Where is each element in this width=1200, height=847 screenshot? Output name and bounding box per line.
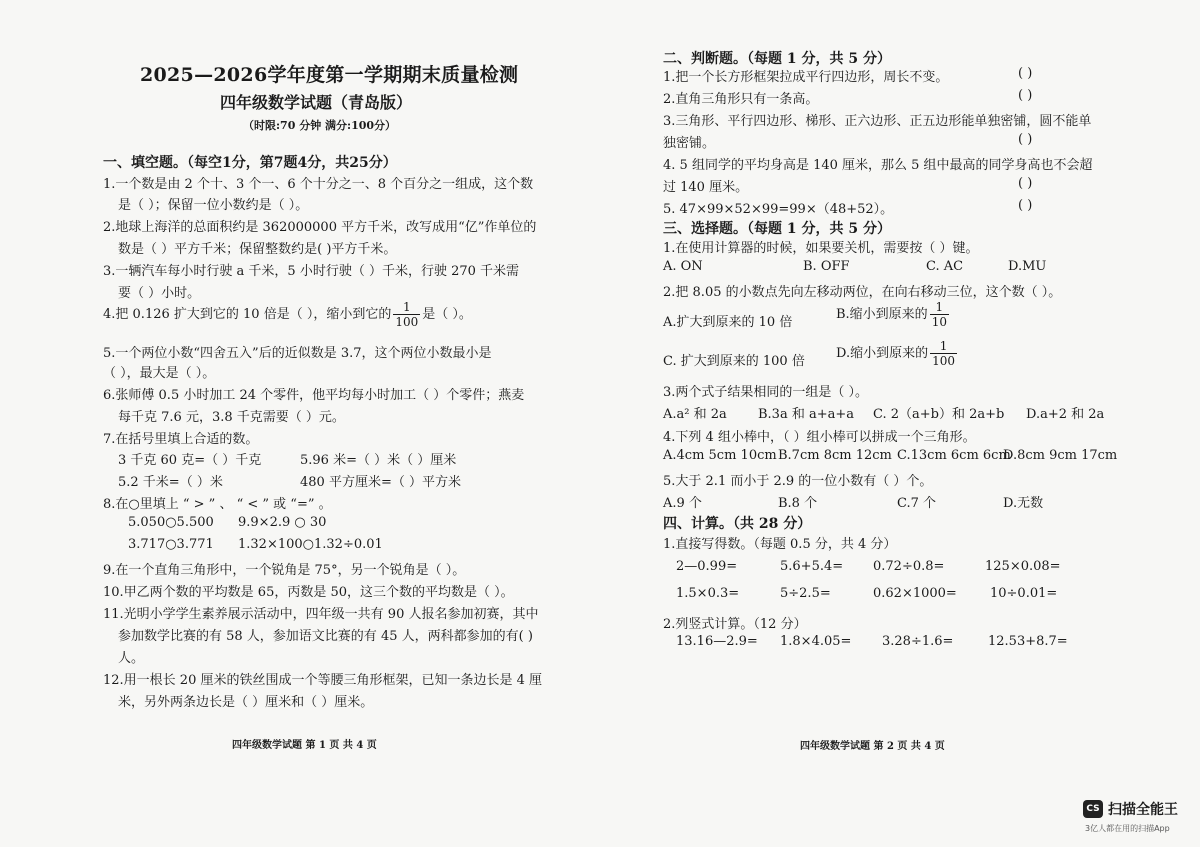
calc-item: 2—0.99= [676, 559, 738, 574]
option-fraction [836, 300, 951, 329]
fraction [393, 300, 420, 329]
option: B.3a 和 a+a+a [758, 407, 855, 422]
question-9: 9.在一个直角三角形中，一个锐角是 75°，另一个锐角是（ ）。 [103, 563, 466, 578]
option: A. ON [663, 259, 703, 274]
calc-item: 1.5×0.3= [676, 586, 740, 601]
calc-item: 5.6+5.4= [780, 559, 844, 574]
watermark-tagline: 3亿人都在用的扫描App [1085, 824, 1170, 833]
option: A.扩大到原来的 10 倍 [663, 315, 793, 330]
question-8-item: 1.32×100○1.32÷0.01 [238, 537, 383, 552]
question-7: 7.在括号里填上合适的数。 [103, 432, 259, 447]
fraction-numerator: 1 [930, 300, 949, 315]
calc-item: 0.72÷0.8= [873, 559, 945, 574]
question-5-line-2: （ ），最大是（ ）。 [103, 366, 216, 381]
question-1-line-2: 是（ ）；保留一位小数约是（ ）。 [118, 198, 309, 213]
judge-3-line-1: 3.三角形、平行四边形、梯形、正六边形、正五边形能单独密铺，圆不能单 [663, 114, 1092, 129]
option-fraction [836, 339, 959, 368]
option: C.13cm 6cm 6cm [897, 448, 1011, 463]
option: B. OFF [803, 259, 850, 274]
question-4 [103, 300, 472, 329]
calc-item: 125×0.08= [985, 559, 1061, 574]
page-footer: 四年级数学试题 第 1 页 共 4 页 [232, 740, 377, 751]
question-6-line-2: 每千克 7.6 元，3.8 千克需要（ ）元。 [118, 410, 345, 425]
answer-paren: ( ) [1018, 176, 1033, 191]
option: A.4cm 5cm 10cm [663, 448, 777, 463]
question-4-suffix: 是（ ）。 [422, 307, 472, 322]
question-8: 8.在○里填上 “ > ” 、 “ < ” 或 “=” 。 [103, 497, 332, 512]
question-12-line-1: 12.用一根长 20 厘米的铁丝围成一个等腰三角形框架，已知一条边长是 4 厘 [103, 673, 543, 688]
question-8-item: 3.717○3.771 [128, 537, 214, 552]
option: C. AC [926, 259, 964, 274]
calc-item: 10÷0.01= [990, 586, 1058, 601]
option: C.7 个 [897, 496, 937, 511]
option-label: B.缩小到原来的 [836, 307, 928, 322]
fraction [930, 339, 957, 368]
page-footer: 四年级数学试题 第 2 页 共 4 页 [800, 741, 945, 752]
question-5-line-1: 5.一个两位小数“四舍五入”后的近似数是 3.7，这个两位小数最小是 [103, 346, 492, 361]
question-11-line-3: 人。 [118, 651, 145, 666]
watermark-name: 扫描全能王 [1108, 802, 1178, 818]
question-11-line-1: 11.光明小学学生素养展示活动中，四年级一共有 90 人报名参加初赛，其中 [103, 607, 539, 622]
option: D.8cm 9cm 17cm [1003, 448, 1118, 463]
fraction-denominator: 100 [395, 315, 419, 329]
judge-3-line-2: 独密铺。 [663, 136, 716, 151]
answer-paren: ( ) [1018, 198, 1033, 213]
calc-item: 3.28÷1.6= [882, 634, 954, 649]
question-7-item: 480 平方厘米=（ ）平方米 [300, 475, 461, 490]
calc-2-title: 2.列竖式计算。（12 分） [663, 617, 807, 632]
choice-5: 5.大于 2.1 而小于 2.9 的一位小数有（ ）个。 [663, 474, 933, 489]
question-8-item: 5.050○5.500 [128, 515, 214, 530]
calc-item: 5÷2.5= [780, 586, 831, 601]
judge-5: 5. 47×99×52×99=99×（48+52）。 [663, 202, 894, 217]
choice-2: 2.把 8.05 的小数点先向左移动两位，在向右移动三位，这个数（ ）。 [663, 285, 1062, 300]
fraction-numerator: 1 [393, 300, 420, 315]
option: A.9 个 [663, 496, 702, 511]
answer-paren: ( ) [1018, 132, 1033, 147]
fraction-denominator: 10 [931, 315, 947, 329]
calc-item: 12.53+8.7= [988, 634, 1068, 649]
exam-title: 2025—2026学年度第一学期期末质量检测 [140, 64, 519, 86]
question-2-line-2: 数是（ ）平方千米；保留整数约是( )平方千米。 [118, 242, 397, 257]
judge-1: 1.把一个长方形框架拉成平行四边形，周长不变。 [663, 70, 949, 85]
question-4-prefix: 4.把 0.126 扩大到它的 10 倍是（ ），缩小到它的 [103, 307, 392, 322]
section-choice-heading: 三、选择题。（每题 1 分，共 5 分） [663, 221, 891, 237]
judge-4-line-1: 4. 5 组同学的平均身高是 140 厘米，那么 5 组中最高的同学身高也不会超 [663, 158, 1093, 173]
question-7-item: 5.96 米=（ ）米（ ）厘米 [300, 453, 457, 468]
exam-page-2 [600, 0, 1200, 847]
question-3-line-2: 要（ ）小时。 [118, 286, 201, 301]
option: C. 扩大到原来的 100 倍 [663, 354, 805, 369]
question-11-line-2: 参加数学比赛的有 58 人，参加语文比赛的有 45 人，两科都参加的有( ) [118, 629, 533, 644]
option: D.MU [1008, 259, 1047, 274]
question-1-line-1: 1.一个数是由 2 个十、3 个一、6 个十分之一、8 个百分之一组成，这个数 [103, 177, 534, 192]
calc-item: 1.8×4.05= [780, 634, 852, 649]
answer-paren: ( ) [1018, 88, 1033, 103]
question-10: 10.甲乙两个数的平均数是 65，丙数是 50，这三个数的平均数是（ ）。 [103, 585, 514, 600]
question-6-line-1: 6.张师傅 0.5 小时加工 24 个零件，他平均每小时加工（ ）个零件；燕麦 [103, 388, 525, 403]
calc-item: 0.62×1000= [873, 586, 957, 601]
question-3-line-1: 3.一辆汽车每小时行驶 a 千米，5 小时行驶（ ）千米，行驶 270 千米需 [103, 264, 520, 279]
section-calc-heading: 四、计算。（共 28 分） [663, 516, 812, 532]
section-fill-blank-heading: 一、填空题。（每空1分，第7题4分，共25分） [103, 155, 397, 171]
option: C. 2（a+b）和 2a+b [873, 407, 1005, 422]
calc-1-title: 1.直接写得数。（每题 0.5 分，共 4 分） [663, 537, 897, 552]
judge-4-line-2: 过 140 厘米。 [663, 180, 749, 195]
option-label: D.缩小到原来的 [836, 346, 929, 361]
section-true-false-heading: 二、判断题。（每题 1 分，共 5 分） [663, 51, 891, 67]
fraction-numerator: 1 [930, 339, 957, 354]
fraction [930, 300, 949, 329]
option: D.a+2 和 2a [1026, 407, 1105, 422]
question-7-item: 3 千克 60 克=（ ）千克 [118, 453, 262, 468]
choice-1: 1.在使用计算器的时候，如果要关机，需要按（ ）键。 [663, 241, 979, 256]
option: D.无数 [1003, 496, 1044, 511]
question-8-item: 9.9×2.9 ○ 30 [238, 515, 327, 530]
answer-paren: ( ) [1018, 66, 1033, 81]
judge-2: 2.直角三角形只有一条高。 [663, 92, 819, 107]
camscanner-logo-icon: CS [1083, 800, 1103, 818]
exam-meta: （时限:70 分钟 满分:100分） [243, 119, 397, 132]
calc-item: 13.16—2.9= [676, 634, 758, 649]
choice-3: 3.两个式子结果相同的一组是（ ）。 [663, 385, 869, 400]
option: B.7cm 8cm 12cm [778, 448, 892, 463]
choice-4: 4.下列 4 组小棒中，（ ）组小棒可以拼成一个三角形。 [663, 430, 976, 445]
question-2-line-1: 2.地球上海洋的总面积约是 362000000 平方千米，改写成用“亿”作单位的 [103, 220, 537, 235]
exam-subtitle: 四年级数学试题（青岛版） [220, 93, 413, 112]
question-7-item: 5.2 千米=（ ）米 [118, 475, 223, 490]
question-12-line-2: 米，另外两条边长是（ ）厘米和（ ）厘米。 [118, 695, 374, 710]
option: A.a² 和 2a [663, 407, 727, 422]
option: B.8 个 [778, 496, 818, 511]
fraction-denominator: 100 [932, 354, 955, 368]
